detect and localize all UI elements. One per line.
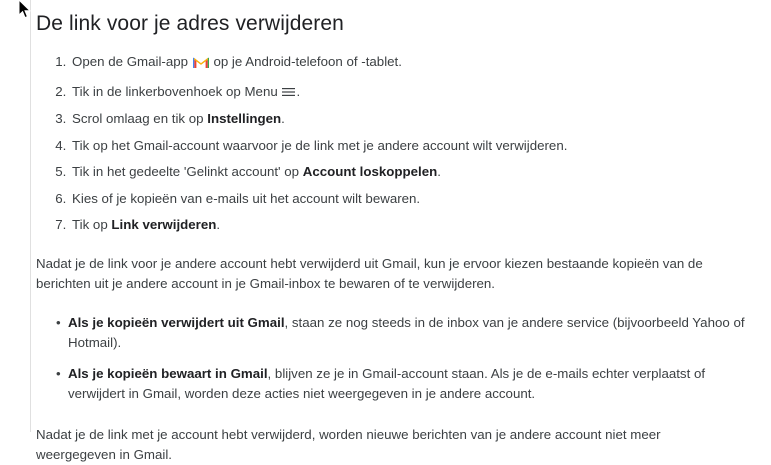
article-content (36, 10, 746, 465)
list-item (70, 191, 746, 207)
step-text-pre: Tik in de linkerbovenhoek op Menu (72, 83, 282, 99)
page-title: De link voor je adres verwijderen (36, 12, 344, 35)
step-text-post: op je Android-telefoon of -tablet. (209, 54, 402, 69)
step-text-pre: Open de Gmail-app (72, 54, 192, 69)
list-item (70, 217, 746, 233)
step-text-pre: Tik op (72, 217, 112, 232)
steps-list (36, 54, 746, 233)
paragraph-after-steps: Nadat je de link voor je andere account hebt verwijderd uit Gmail, kun je ervoor kiezen bestaande kopieën van de berichten uit je andere account in je Gmail-inbox te bewaren of te verwijderen. (36, 256, 703, 291)
step-text-pre: Kies of je kopieën van e-mails uit het account wilt bewaren. (72, 190, 421, 206)
list-item (70, 54, 746, 73)
step-text-pre: Tik in het gedeelte 'Gelinkt account' op (72, 164, 303, 179)
step-text-post: . (281, 111, 285, 126)
paragraph-closing: Nadat je de link met je account hebt verwijderd, worden nieuwe berichten van je andere account niet meer weergegeven in Gmail. (36, 427, 661, 462)
step-text-bold: Instellingen (207, 111, 282, 126)
step-text-bold: Account loskoppelen (302, 164, 438, 179)
list-item (70, 84, 746, 101)
list-item (70, 138, 746, 154)
left-margin-divider (30, 0, 31, 432)
step-text-pre: Tik op het Gmail-account waarvoor je de link met je andere account wilt verwijderen. (72, 137, 568, 153)
list-item (56, 364, 746, 404)
list-item (70, 111, 746, 127)
step-text-post: . (296, 83, 301, 99)
hamburger-menu-icon (282, 85, 295, 101)
bullet-text: , blijven ze je in Gmail-account staan. Als je de e-mails echter verplaatst of verwijdert in Gmail, worden deze acties niet weergegeven in je andere account. (68, 366, 706, 401)
step-text-post: . (216, 217, 221, 232)
step-text-post: . (437, 164, 441, 179)
step-text-bold: Link verwijderen (111, 217, 217, 232)
list-item (70, 164, 746, 180)
gmail-icon (193, 57, 209, 73)
step-text-pre: Scrol omlaag en tik op (72, 111, 208, 126)
bullet-list (36, 313, 746, 404)
bullet-bold-lead: Als je kopieën verwijdert uit Gmail (68, 315, 285, 330)
list-item (56, 313, 746, 353)
bullet-text: , staan ze nog steeds in de inbox van je andere service (bijvoorbeeld Yahoo of Hotmail). (68, 315, 745, 350)
bullet-bold-lead: Als je kopieën bewaart in Gmail (68, 366, 268, 381)
